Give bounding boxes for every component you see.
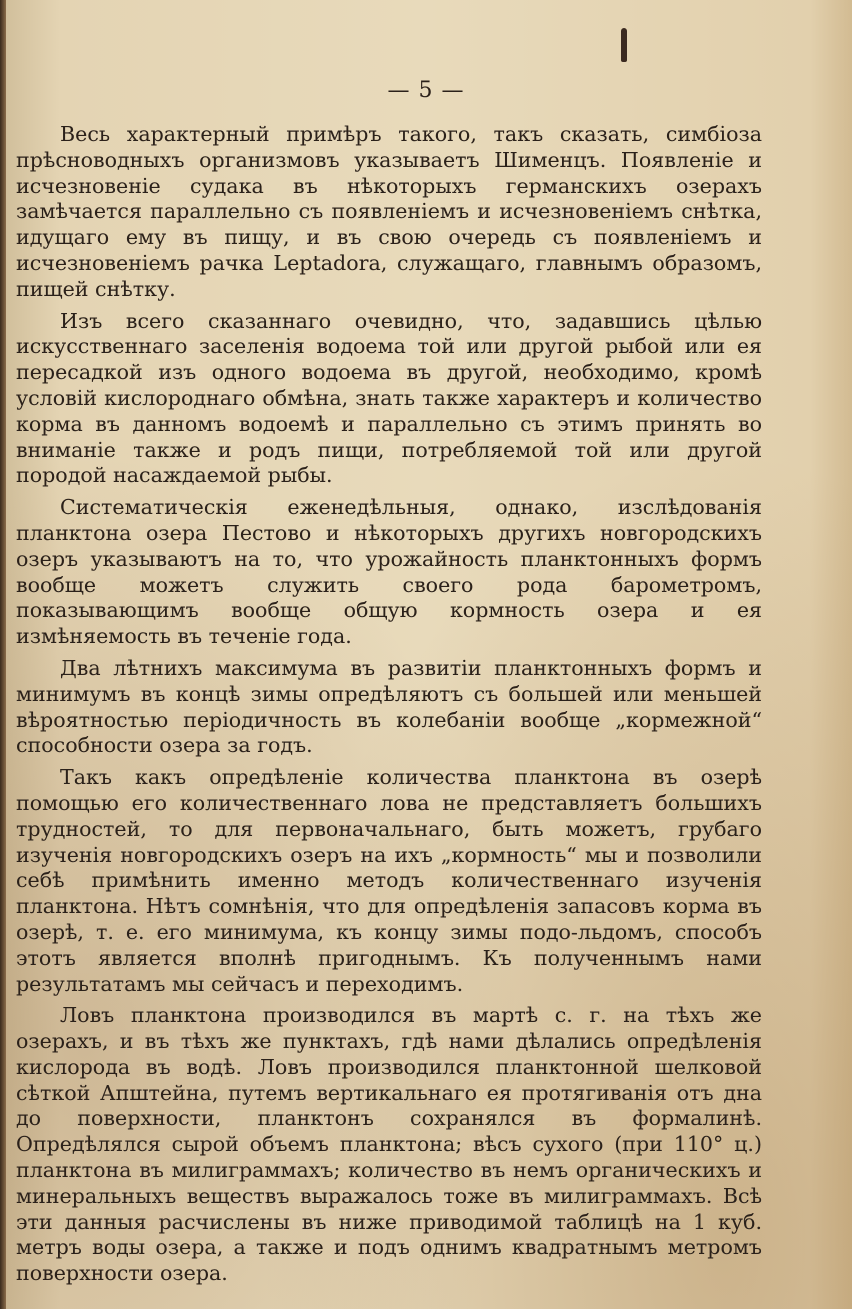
page-number: — 5 — xyxy=(387,78,465,103)
paragraph-method: Такъ какъ опредѣленіе количества планктона въ озерѣ помощью его количественнаго лова не представляетъ большихъ трудностей, то для первоначальнаго, быть можетъ, грубаго изученія новгородскихъ озеръ на ихъ „кормность“ мы и позволили себѣ примѣнить именно методъ количественнаго изученія планктона. Нѣтъ сомнѣнія, что для опредѣленія запасовъ корма въ озерѣ, т. е. его минимума, къ концу зимы подо-льдомъ, способъ этотъ является вполнѣ пригоднымъ. Къ полученнымъ нами результатамъ мы сейчасъ и переходимъ. xyxy=(16,765,762,996)
text-body xyxy=(16,122,762,1293)
paragraph-symbiosis: Весь характерный примѣръ такого, такъ сказать, симбіоза прѣсноводныхъ организмовъ указываетъ Шименцъ. Появленіе и исчезновеніе судака въ нѣкоторыхъ германскихъ озерахъ замѣчается параллельно съ появленіемъ и исчезновеніемъ снѣтка, идущаго ему въ пищу, и въ свою очередь съ появленіемъ и исчезновеніемъ рачка Leptadora, служащаго, главнымъ образомъ, пищей снѣтку. xyxy=(16,122,762,301)
paragraph-sampling: Ловъ планктона производился въ мартѣ с. г. на тѣхъ же озерахъ, и въ тѣхъ же пунктахъ, гдѣ нами дѣлались опредѣленія кислорода въ водѣ. Ловъ производился планктонной шелковой сѣткой Апштейна, путемъ вертикальнаго ея протягиванія отъ дна до поверхности, планктонъ сохранялся въ формалинѣ. Опредѣлялся сырой объемъ планктона; вѣсъ сухого (при 110° ц.) планктона въ милиграммахъ; количество въ немъ органическихъ и минеральныхъ веществъ выражалось тоже въ милиграммахъ. Всѣ эти данныя расчислены въ ниже приводимой таблицѣ на 1 куб. метръ воды озера, а также и подъ однимъ квадратнымъ метромъ поверхности озера. xyxy=(16,1003,762,1286)
ink-mark xyxy=(621,28,627,62)
paragraph-stocking: Изъ всего сказаннаго очевидно, что, задавшись цѣлью искусственнаго заселенія водоема той или другой рыбой или ея пересадкой изъ одного водоема въ другой, необходимо, кромѣ условій кислороднаго обмѣна, знать также характеръ и количество корма въ данномъ водоемѣ и параллельно съ этимъ принять во вниманіе также и родъ пищи, потребляемой той или другой породой насаждаемой рыбы. xyxy=(16,308,762,488)
page-binding-edge xyxy=(0,0,6,1309)
paragraph-plankton-studies: Систематическія еженедѣльныя, однако, изслѣдованія планктона озера Пестово и нѣкоторыхъ другихъ новгородскихъ озеръ указываютъ на то, что урожайность планктонныхъ формъ вообще можетъ служить своего рода барометромъ, показывающимъ вообще общую кормность озера и ея измѣняемость въ теченіе года. xyxy=(16,495,762,649)
paragraph-summer-maxima: Два лѣтнихъ максимума въ развитіи планктонныхъ формъ и минимумъ въ концѣ зимы опредѣляютъ съ большей или меньшей вѣроятностью періодичность въ колебаніи вообще „кормежной“ способности озера за годъ. xyxy=(16,655,762,758)
